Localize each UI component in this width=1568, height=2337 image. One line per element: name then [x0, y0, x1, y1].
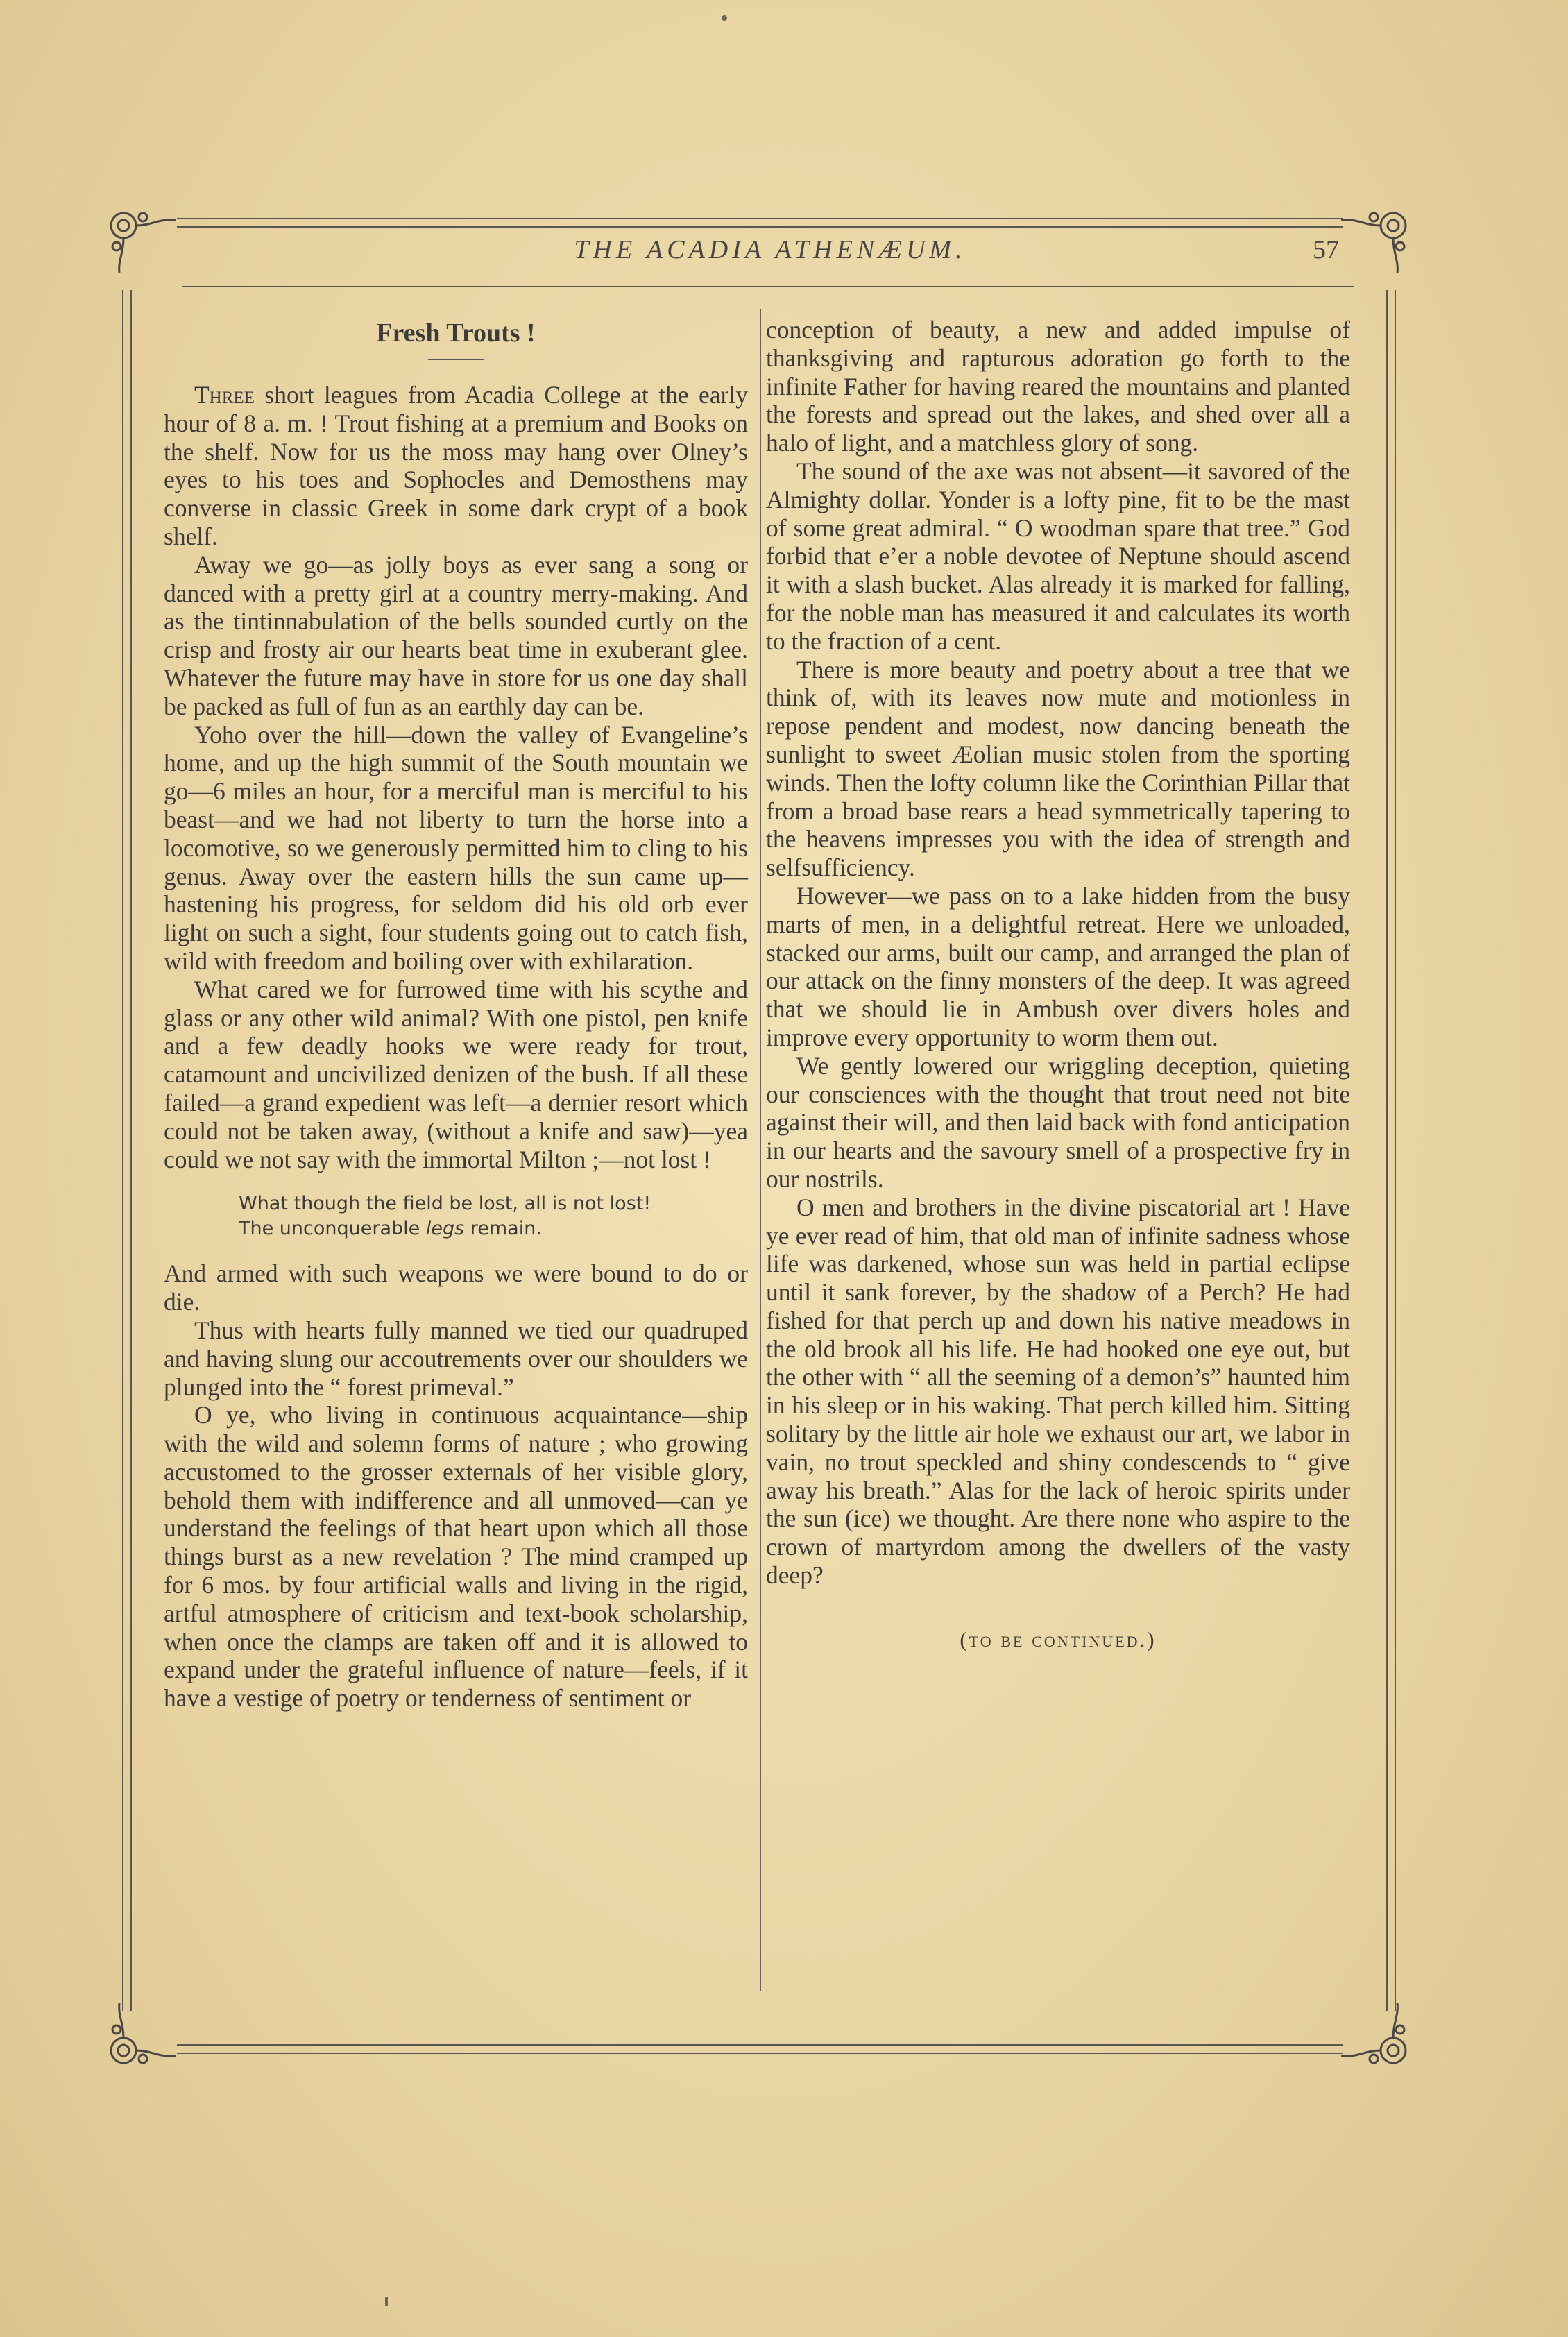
paragraph-text: short leagues from Acadia College at the early hour of 8 a. m. ! Trout fishing at a premium and Books on the shelf. Now for us the moss may hang over Olney’s eyes to his toes and Sophocles and Demosthens may converse in classic Greek in some dark crypt of a book shelf. — [164, 381, 748, 550]
paragraph: Away we go—as jolly boys as ever sang a song or danced with a pretty girl at a country merry-making. And as the tintinnabulation of the bells sounded curtly on the crisp and frosty air our hearts beat time in exuberant glee. Whatever the future may have in store for us one day shall be packed as full of fun as an earthly day can be. — [164, 550, 748, 720]
to-be-continued: (to be continued.) — [960, 1626, 1157, 1651]
paragraph: O men and brothers in the divine piscatorial art ! Have ye ever read of him, that old man of infinite sadness whose life was darkened, whose sun was held in partial eclipse until it sank forever, by the shadow of a Perch? He had fished for that perch up and down his native meadows in the old brook all his life. He had hooked one eye out, but the other with “ all the seeming of a demon’s” haunted him in his sleep or in his waking. That perch killed him. Sitting solitary by the little air hole we exhaust our art, we labor in vain, no trout speckled and shiny condescends to “ give away his breath.” Alas for the lack of heroic spirits under the sun (ice) we thought. Are there none who aspire to the crown of martyrdom among the dwellers of the vasty deep? — [766, 1193, 1350, 1590]
header-bottom-rule — [182, 286, 1354, 287]
article-title: Fresh Trouts ! — [376, 318, 536, 348]
verse-emphasis: legs — [425, 1218, 465, 1240]
paragraph: O ye, who living in continuous acquaintance—ship with the wild and solemn forms of nature ; who growing accustomed to the grosser externals of her visible glory, behold them with indifference and all unmoved—can ye understand the feelings of that heart upon which all those things burst as a new revelation ? The mind cramped up for 6 mos. by four artificial walls and living in the rigid, artful atmosphere of criticism and text-book scholarship, when once the clamps are taken off and it is allowed to expand under the grateful influence of nature—feels, if it have a vestige of poetry or tenderness of sentiment or — [164, 1401, 748, 1713]
corner-ornament-top-left — [103, 198, 179, 274]
paragraph: What cared we for furrowed time with his scythe and glass or any other wild animal? With one pistol, pen knife and a few deadly hooks we were ready for trout, catamount and uncivilized denizen of the bush. If all these failed—a grand expedient was left—a dernier resort which could not be taken away, (without a knife and saw)—yea could we not say with the immortal Milton ;—not lost ! — [164, 975, 748, 1173]
frame-right-rule — [1386, 290, 1388, 2011]
page-number: 57 — [1313, 235, 1339, 264]
verse-line: The unconquerable legs remain. — [239, 1218, 542, 1240]
paragraph: We gently lowered our wriggling deception, quieting our consciences with the thought that trout need not bite against their will, and then laid back with fond anticipation in our hearts and the savoury smell of a prospective fry in our nostrils. — [766, 1051, 1350, 1193]
paragraph-lead: Three — [194, 381, 255, 409]
frame-right-rule-inner — [1395, 290, 1396, 2011]
running-header — [180, 235, 1360, 276]
corner-ornament-bottom-left — [103, 2002, 179, 2078]
title-rule — [428, 359, 484, 360]
paragraph — [164, 381, 748, 551]
paper-speck — [385, 2297, 388, 2306]
journal-title: THE ACADIA ATHENÆUM. — [574, 235, 966, 264]
corner-ornament-bottom-right — [1338, 2002, 1414, 2078]
paper-speck — [722, 15, 727, 21]
verse-line: What though the field be lost, all is not lost! — [239, 1193, 651, 1215]
paragraph: Yoho over the hill—down the valley of Evangeline’s home, and up the high summit of the South mountain we go—6 miles an hour, for a merciful man is merciful to his beast—and we had not liberty to turn the horse into a locomotive, so we generously permitted him to cling to his genus. Away over the eastern hills the sun came up—hastening his progress, for seldom did his old orb ever light on such a sight, four students going out to catch fish, wild with freedom and boiling over with exhilaration. — [164, 720, 748, 975]
paragraph: And armed with such weapons we were bound to do or die. — [164, 1259, 748, 1316]
paragraph: The sound of the axe was not absent—it savored of the Almighty dollar. Yonder is a lofty pine, fit to be the mast of some great admiral. “ O woodman spare that tree.” God forbid that e’er a noble devotee of Neptune should ascend it with a slash bucket. Alas already it is marked for falling, for the noble man has measured it and calculates its worth to the fraction of a cent. — [766, 457, 1350, 655]
frame-top-rule-inner — [177, 226, 1343, 228]
frame-bottom-rule — [177, 2044, 1343, 2046]
column-divider — [760, 309, 761, 1991]
paragraph: conception of beauty, a new and added impulse of thanksgiving and rapturous adoration go forth to the infinite Father for having reared the mountains and planted the forests and spread out the lakes, and shed over all a halo of light, and a matchless glory of song. — [766, 316, 1350, 457]
frame-left-rule — [122, 290, 123, 2011]
paragraph: However—we pass on to a lake hidden from the busy marts of men, in a delightful retreat. Here we unloaded, stacked our arms, built our camp, and arranged the plan of our attack on the finny monsters of the deep. It was agreed that we should lie in Ambush over divers holes and improve every opportunity to worm them out. — [766, 881, 1350, 1051]
article-right-column — [766, 316, 1350, 1654]
frame-left-rule-inner — [130, 290, 132, 2011]
article-left-column — [164, 316, 748, 1713]
frame-bottom-rule-inner — [177, 2053, 1343, 2054]
paragraph: Thus with hearts fully manned we tied our quadruped and having slung our accoutrements over our shoulders we plunged into the “ forest primeval.” — [164, 1316, 748, 1401]
frame-top-rule — [177, 218, 1343, 219]
paragraph: There is more beauty and poetry about a tree that we think of, with its leaves now mute and motionless in repose pendent and modest, now dancing beneath the sunlight to sweet Æolian music stolen from the sporting winds. Then the lofty column like the Corinthian Pillar that from a broad base rears a head symmetrically tapering to the heavens impresses you with the idea of strength and selfsufficiency. — [766, 655, 1350, 882]
verse-quote — [239, 1191, 748, 1241]
